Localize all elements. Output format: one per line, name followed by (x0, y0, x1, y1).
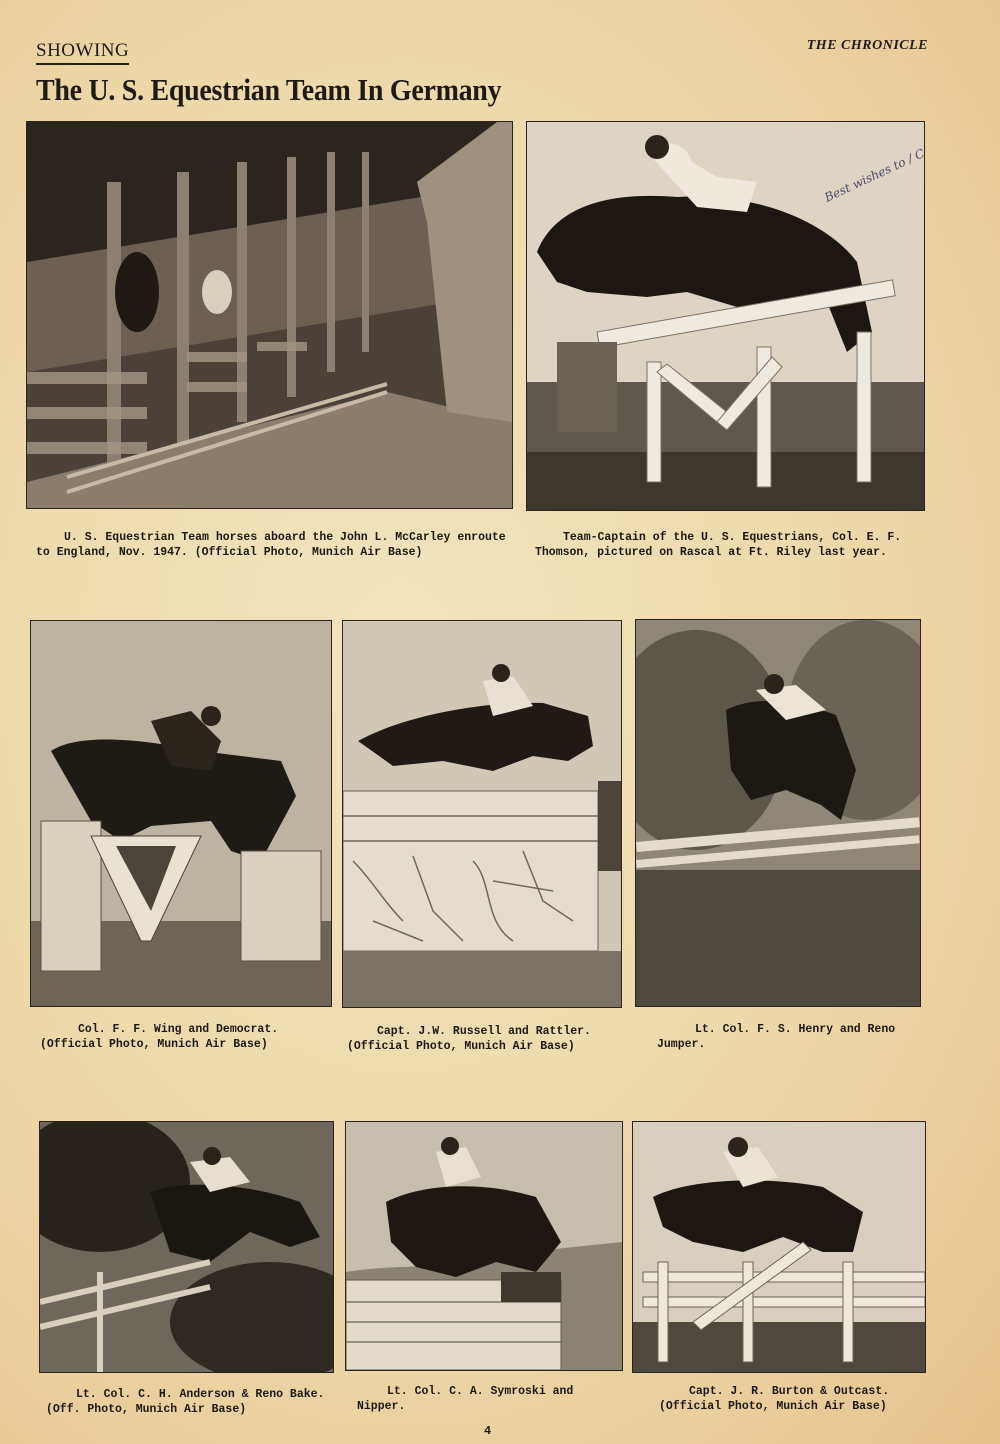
caption-anderson-reno-bake: Lt. Col. C. H. Anderson & Reno Bake. (Off. Photo, Munich Air Base) (46, 1388, 325, 1416)
page-number: 4 (484, 1424, 492, 1438)
caption-burton-outcast: Capt. J. R. Burton & Outcast. (Official Photo, Munich Air Base) (659, 1385, 890, 1413)
photo-burton-outcast (633, 1122, 925, 1372)
photo-symroski-nipper (346, 1122, 622, 1370)
publication-name: THE CHRONICLE (806, 38, 928, 53)
caption-stable-ship: U. S. Equestrian Team horses aboard the John L. McCarley enroute to England, Nov. 1947. (Official Photo, Munich Air Base) (36, 531, 506, 559)
section-label: SHOWING (36, 40, 129, 65)
caption-henry-reno-jumper: Lt. Col. F. S. Henry and Reno Jumper. (657, 1023, 896, 1051)
photo-stable-ship (27, 122, 512, 508)
caption-russell-rattler: Capt. J.W. Russell and Rattler. (Official Photo, Munich Air Base) (347, 1025, 591, 1053)
caption-symroski-nipper: Lt. Col. C. A. Symroski and Nipper. (357, 1385, 574, 1413)
photo-anderson-reno-bake (40, 1122, 333, 1372)
photo-thomson-rascal (527, 122, 924, 510)
page-headline: The U. S. Equestrian Team In Germany (36, 74, 502, 108)
caption-wing-democrat: Col. F. F. Wing and Democrat. (Official Photo, Munich Air Base) (40, 1023, 279, 1051)
caption-thomson-rascal: Team-Captain of the U. S. Equestrians, Col. E. F. Thomson, pictured on Rascal at Ft. Riley last year. (535, 531, 902, 559)
photo-wing-democrat (31, 621, 331, 1006)
photo-russell-rattler (343, 621, 621, 1007)
photo-henry-reno-jumper (636, 620, 920, 1006)
